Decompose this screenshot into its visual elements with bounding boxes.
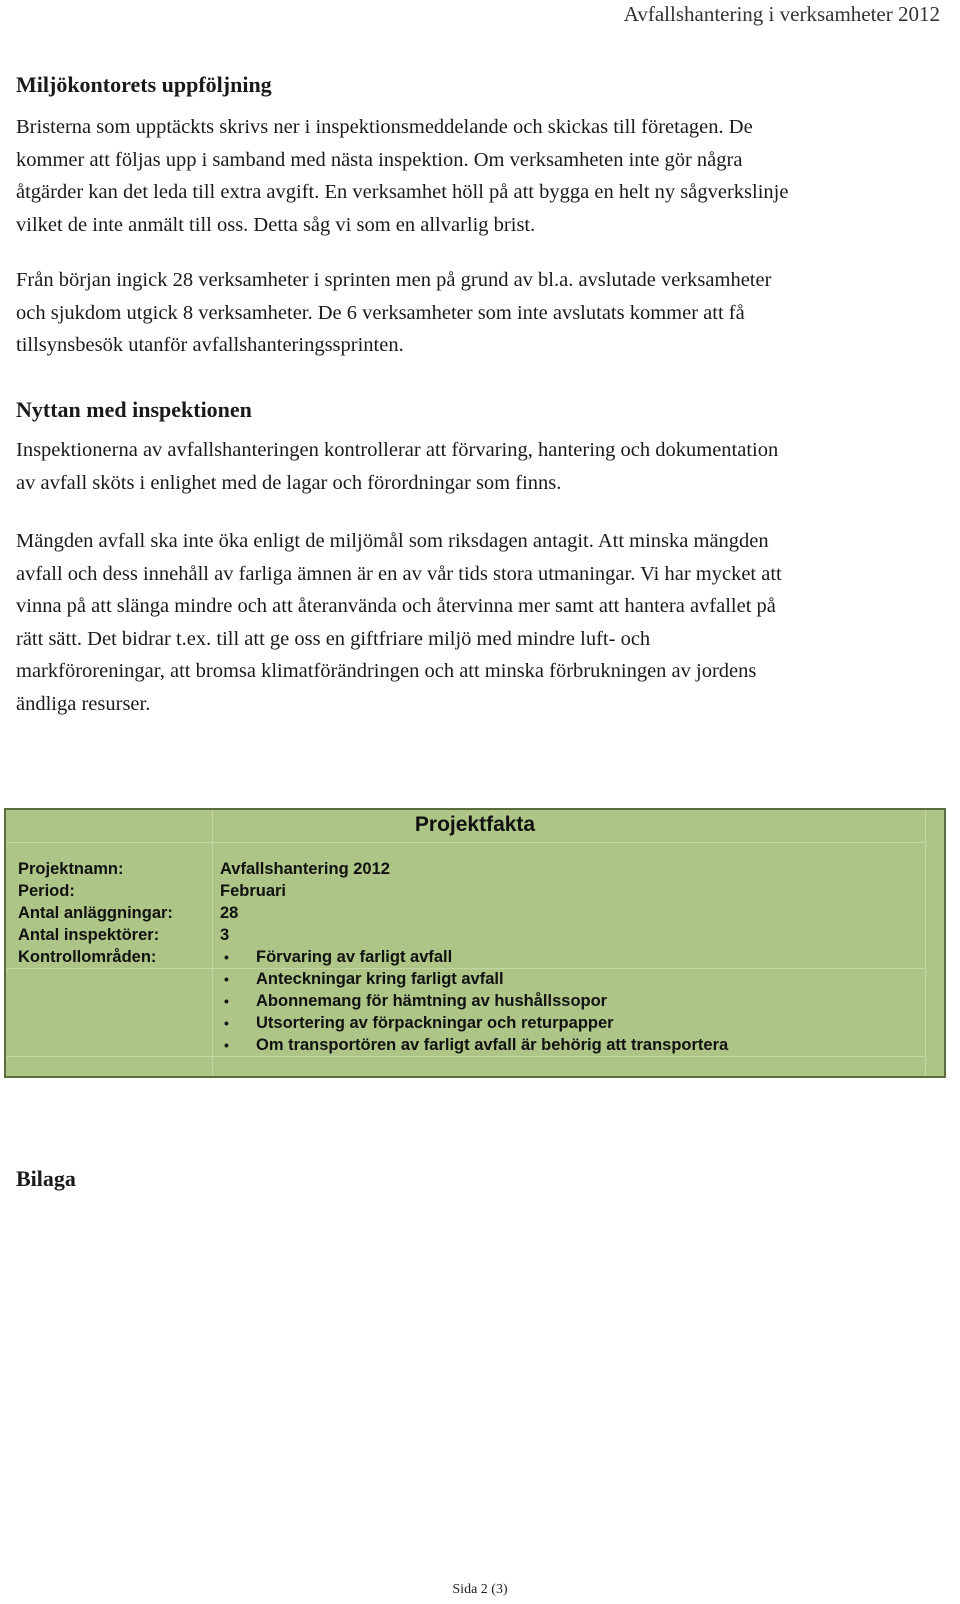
text-line: markföroreningar, att bromsa klimatförändringen och att minska förbrukningen av jordens — [16, 660, 757, 682]
field-label: Antal inspektörer: — [18, 926, 160, 944]
field-value: 28 — [220, 904, 239, 922]
text-line: och sjukdom utgick 8 verksamheter. De 6 verksamheter som inte avslutats kommer att få — [16, 301, 745, 324]
bullet-icon: • — [224, 971, 229, 987]
text-line: kommer att följas upp i samband med nästa inspektion. Om verksamheten inte gör några — [16, 148, 743, 171]
field-label: Projektnamn: — [18, 860, 124, 878]
text-line: åtgärder kan det leda till extra avgift. En verksamhet höll på att bygga en helt ny sågverkslinje — [16, 181, 789, 203]
divider — [925, 810, 926, 1076]
field-value: 3 — [220, 926, 230, 944]
field-value: Avfallshantering 2012 — [220, 860, 390, 878]
page-number: Sida 2 (3) — [452, 1582, 508, 1597]
heading-nyttan: Nyttan med inspektionen — [16, 397, 252, 422]
list-item-label: Abonnemang för hämtning av hushållssopor — [256, 992, 608, 1010]
text-line: ändliga resurser. — [16, 692, 151, 715]
running-header: Avfallshantering i verksamheter 2012 — [623, 2, 940, 26]
bullet-icon: • — [224, 1015, 229, 1031]
paragraph-sprinten — [16, 264, 946, 362]
text-line: Inspektionerna av avfallshanteringen kontrollerar att förvaring, hantering och dokumentation — [16, 439, 779, 461]
text-line: vinna på att slänga mindre och att återanvända och återvinna mer samt att hantera avfallet på — [16, 595, 776, 617]
text-line: tillsynsbesök utanför avfallshanteringssprinten. — [16, 334, 404, 356]
heading-uppfoljning: Miljökontorets uppföljning — [16, 72, 272, 97]
paragraph-brister — [16, 111, 946, 241]
heading-bilaga: Bilaga — [16, 1166, 76, 1191]
divider — [212, 810, 213, 1076]
text-line: Från början ingick 28 verksamheter i sprinten men på grund av bl.a. avslutade verksamheter — [16, 269, 772, 291]
field-value: Februari — [220, 882, 287, 900]
text-line: avfall och dess innehåll av farliga ämnen är en av vår tids stora utmaningar. Vi har mycket att — [16, 562, 782, 585]
field-label: Antal anläggningar: — [18, 904, 173, 922]
bullet-icon: • — [224, 993, 229, 1009]
text-line: rätt sätt. Det bidrar t.ex. till att ge oss en giftfriare miljö med mindre luft- och — [16, 627, 651, 650]
text-line: vilket de inte anmält till oss. Detta såg vi som en allvarlig brist. — [16, 213, 536, 236]
text-line: Bristerna som upptäckts skrivs ner i inspektionsmeddelande och skickas till företagen. De — [16, 116, 753, 138]
divider — [6, 842, 926, 843]
list-item-label: Utsortering av förpackningar och returpapper — [256, 1014, 614, 1032]
paragraph-inspektionerna — [16, 434, 946, 499]
list-item-label: Om transportören av farligt avfall är behörig att transportera — [256, 1036, 729, 1054]
paragraph-mangden — [16, 525, 946, 720]
field-label: Period: — [18, 882, 75, 900]
projektfakta-box — [4, 808, 946, 1078]
divider — [6, 1056, 926, 1057]
list-item-label: Förvaring av farligt avfall — [256, 948, 453, 966]
projektfakta-title: Projektfakta — [414, 813, 536, 836]
text-line: av avfall sköts i enlighet med de lagar och förordningar som finns. — [16, 471, 562, 494]
list-item-label: Anteckningar kring farligt avfall — [256, 970, 504, 988]
bullet-icon: • — [224, 949, 229, 965]
text-line: Mängden avfall ska inte öka enligt de miljömål som riksdagen antagit. Att minska mängden — [16, 530, 769, 552]
field-label: Kontrollområden: — [18, 948, 157, 966]
bullet-icon: • — [224, 1037, 229, 1053]
